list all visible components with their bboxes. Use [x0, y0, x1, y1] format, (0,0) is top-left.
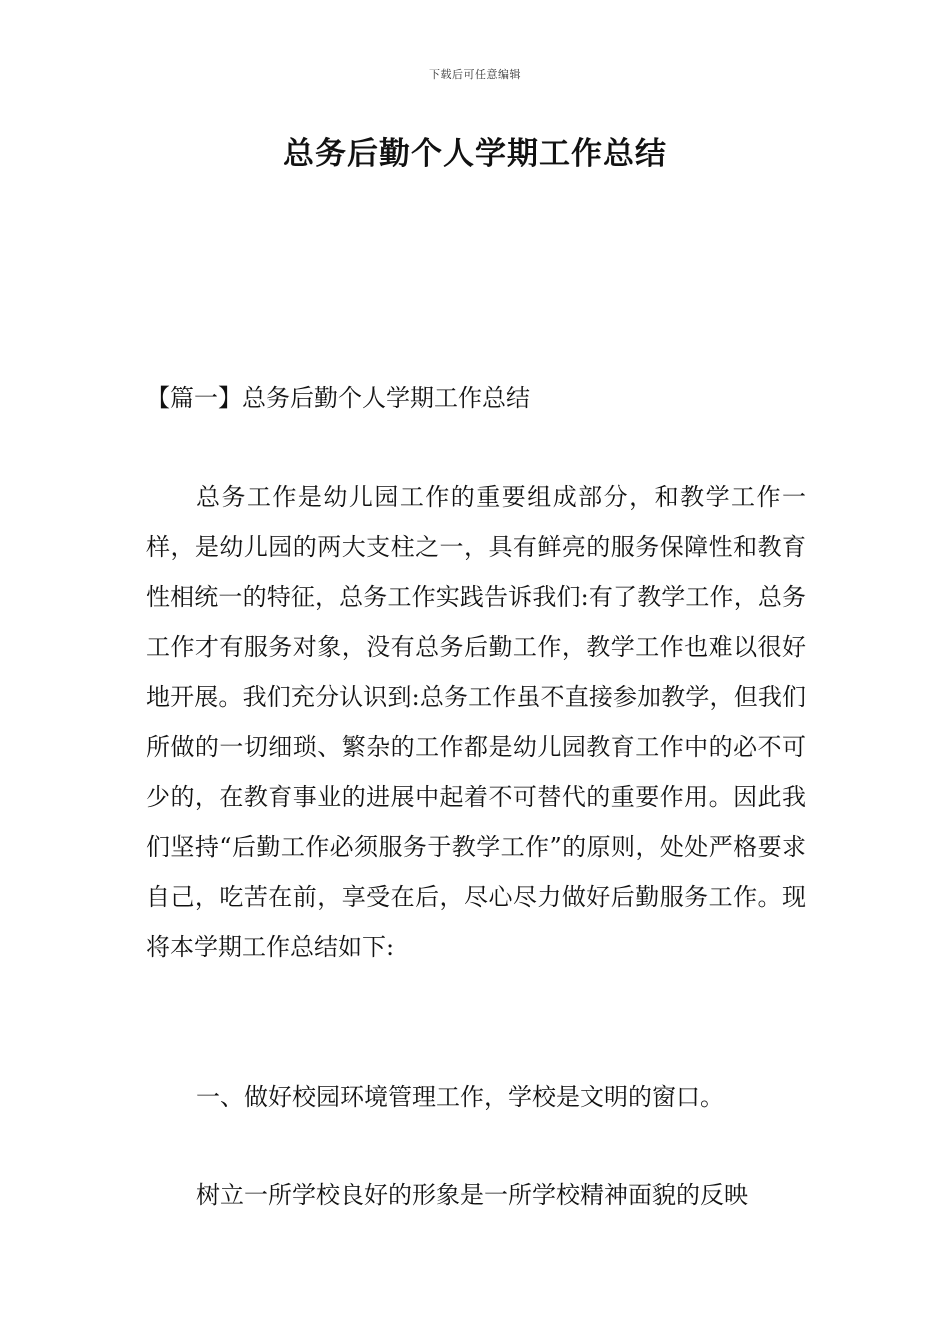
- section-heading: 【篇一】总务后勤个人学期工作总结: [146, 384, 530, 412]
- header-note: 下载后可任意编辑: [429, 68, 521, 81]
- body-paragraph-2: 树立一所学校良好的形象是一所学校精神面貌的反映: [196, 1181, 748, 1209]
- body-paragraph-1: 总务工作是幼儿园工作的重要组成部分，和教学工作一样，是幼儿园的两大支柱之一，具有鲜亮的服务保障性和教育性相统一的特征，总务工作实践告诉我们:有了教学工作，总务工作才有服务对象，没有总务后勤工作，教学工作也难以很好地开展。我们充分认识到:总务工作虽不直接参加教学，但我们所做的一切细琐、繁杂的工作都是幼儿园教育工作中的必不可少的，在教育事业的进展中起着不可替代的重要作用。因此我们坚持“后勤工作必须服务于教学工作”的原则，处处严格要求自己，吃苦在前，享受在后，尽心尽力做好后勤服务工作。现将本学期工作总结如下:: [146, 483, 806, 961]
- document-title: 总务后勤个人学期工作总结: [283, 136, 667, 172]
- subsection-heading-1: 一、做好校园环境管理工作，学校是文明的窗口。: [196, 1083, 724, 1111]
